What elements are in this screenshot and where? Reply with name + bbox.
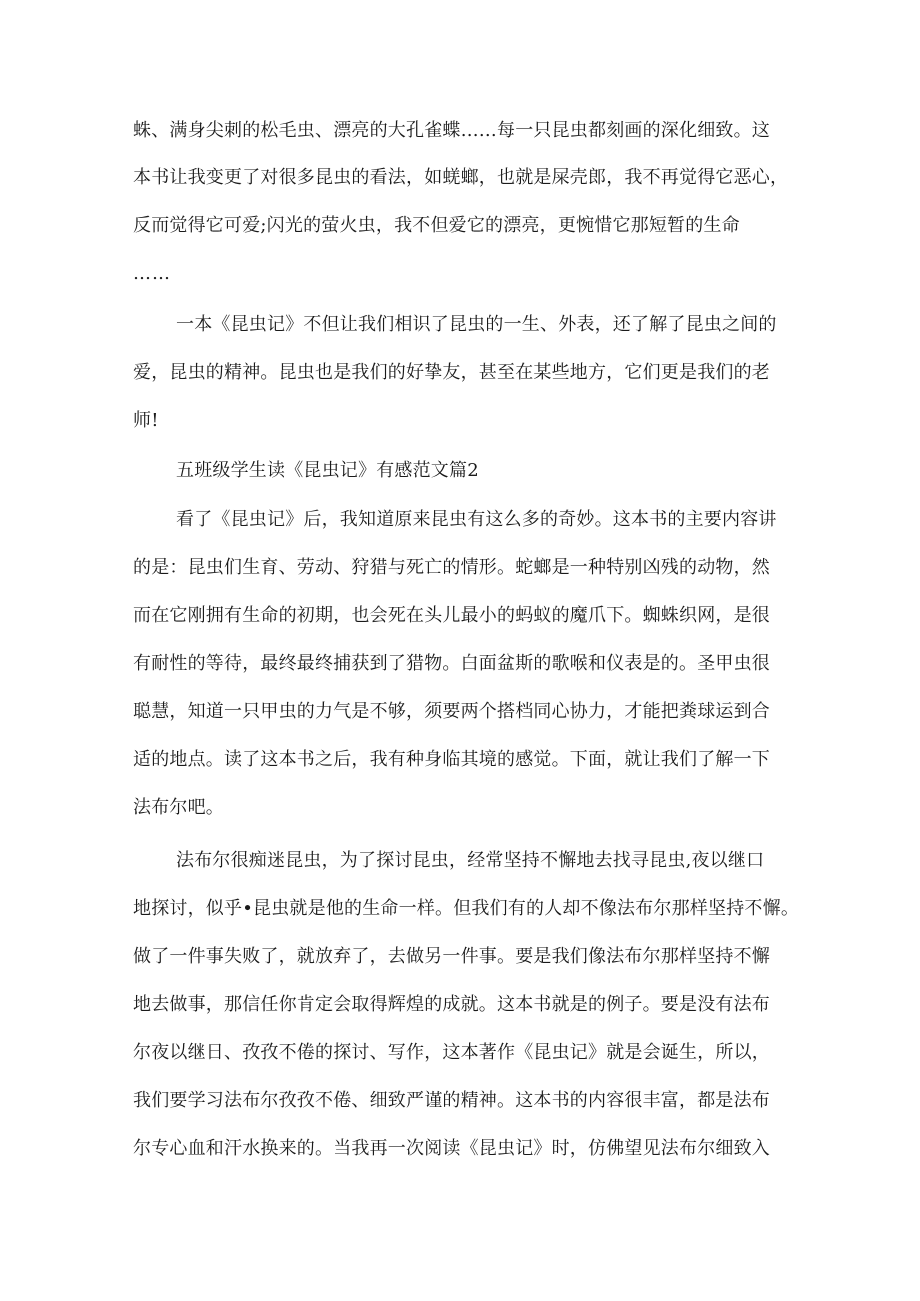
- text-line: 蛛、满身尖刺的松毛虫、漂亮的大孔雀蝶……每一只昆虫都刻画的深化细致。这: [133, 120, 770, 141]
- text-line: 本书让我变更了对很多昆虫的看法，如蜣螂，也就是屎壳郎，我不再觉得它恶心，: [133, 167, 789, 188]
- text-line: 法布尔吧。: [133, 797, 224, 818]
- text-line: 爱，昆虫的精神。昆虫也是我们的好挚友，甚至在某些地方，它们更是我们的老: [133, 362, 770, 383]
- text-line: 尔夜以继日、孜孜不倦的探讨、写作，这本著作《昆虫记》就是会诞生，所以，: [133, 1042, 770, 1063]
- text-line: 而在它刚拥有生命的初期，也会死在头儿最小的蚂蚁的魔爪下。蜘蛛织网，是很: [133, 605, 770, 626]
- text-line: 聪慧，知道一只甲虫的力气是不够，须要两个搭档同心协力，才能把粪球运到合: [133, 701, 770, 722]
- text-line: 地探讨，似乎•昆虫就是他的生命一样。但我们有的人却不像法布尔那样坚持不懈。: [133, 898, 800, 919]
- text-line: ……: [133, 263, 171, 284]
- text-line: 做了一件事失败了，就放弃了，去做另一件事。要是我们像法布尔那样坚持不懈: [133, 946, 770, 967]
- section-title: 五班级学生读《昆虫记》有感范文篇2: [176, 460, 479, 481]
- text-line: 有耐性的等待，最终最终捕获到了猎物。白面盆斯的歌喉和仪表是的。圣甲虫很: [133, 653, 770, 674]
- text-line: 尔专心血和汗水换来的。当我再一次阅读《昆虫记》时，仿佛望见法布尔细致入: [133, 1138, 770, 1159]
- text-line: 适的地点。读了这本书之后，我有种身临其境的感觉。下面，就让我们了解一下: [133, 749, 770, 770]
- text-line: 地去做事，那信任你肯定会取得辉煌的成就。这本书就是的例子。要是没有法布: [133, 994, 770, 1015]
- text-line: 看了《昆虫记》后，我知道原来昆虫有这么多的奇妙。这本书的主要内容讲: [176, 509, 777, 530]
- text-line: 的是：昆虫们生育、劳动、狩猎与死亡的情形。蛇螂是一种特别凶残的动物，然: [133, 557, 770, 578]
- text-line: 一本《昆虫记》不但让我们相识了昆虫的一生、外表，还了解了昆虫之间的: [176, 314, 777, 335]
- text-line: 反而觉得它可爱;闪光的萤火虫，我不但爱它的漂亮，更惋惜它那短暂的生命: [133, 215, 740, 236]
- text-line: 法布尔很痴迷昆虫，为了探讨昆虫，经常坚持不懈地去找寻昆虫,夜以继口: [176, 850, 765, 871]
- text-line: 师!: [133, 410, 159, 431]
- text-line: 我们要学习法布尔孜孜不倦、细致严谨的精神。这本书的内容很丰富，都是法布: [133, 1090, 770, 1111]
